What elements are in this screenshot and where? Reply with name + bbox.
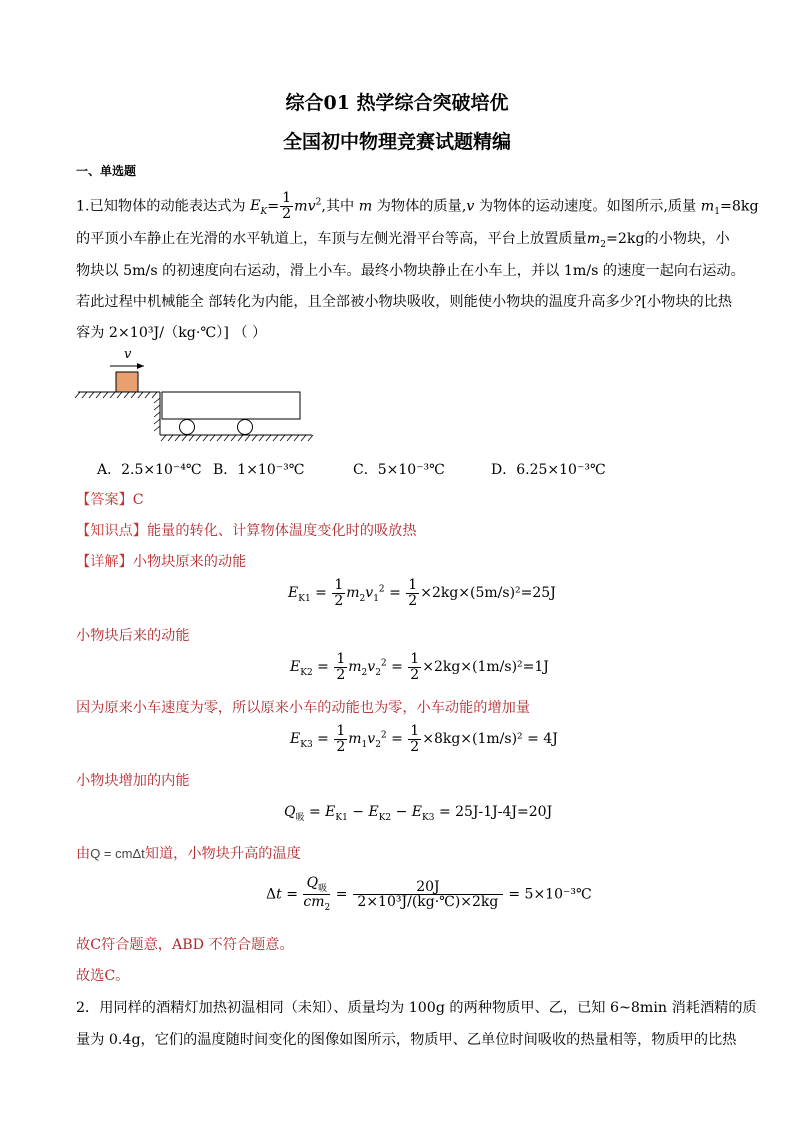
conclusion-line: 故C符合题意，ABD 不符合题意。 bbox=[76, 937, 294, 953]
q1-line4: 若此过程中机械能全 部转化为内能，且全部被小物块吸收，则能使小物块的温度升高多少?[小物块的比热 bbox=[76, 294, 733, 310]
option-b[interactable]: B．1×10⁻³℃ bbox=[213, 462, 305, 478]
formula-line: 由Q = cmΔt知道，小物块升高的温度 bbox=[76, 846, 301, 862]
option-a[interactable]: A．2.5×10⁻⁴℃ bbox=[97, 462, 202, 478]
equation-5: Δt = $\frac{Q_吸}{cm_2}$ = $\frac{20J}{\text{2×10³J/(kg·℃)×2kg}}$ = 5×10⁻³℃ bbox=[266, 875, 592, 914]
page-title: 综合01 热学综合突破培优 bbox=[285, 92, 509, 114]
small-block bbox=[116, 372, 138, 392]
choose-line: 故选C。 bbox=[76, 968, 130, 984]
cart-wheel-left bbox=[180, 420, 195, 435]
cart-platform-diagram bbox=[74, 344, 319, 444]
car-ke-label: 因为原来小车速度为零，所以原来小车的动能也为零，小车动能的增加量 bbox=[76, 700, 531, 716]
knowledge-line: 【知识点】能量的转化、计算物体温度变化时的吸放热 bbox=[76, 523, 417, 539]
option-c[interactable]: C．5×10⁻³℃ bbox=[353, 462, 445, 478]
q2-line2: 量为 0.4g，它们的温度随时间变化的图像如图所示，物质甲、乙单位时间吸收的热量相等，物质甲的比热 bbox=[76, 1032, 737, 1048]
option-d[interactable]: D．6.25×10⁻³℃ bbox=[491, 462, 606, 478]
q1-line2: 的平顶小车静止在光滑的水平轨道上，车顶与左侧光滑平台等高，平台上放置质量$m_2=2kg$的小物块，小 bbox=[76, 231, 730, 250]
detail-line: 【详解】小物块原来的动能 bbox=[76, 554, 247, 570]
cart-wheel-right bbox=[238, 420, 253, 435]
q1-line5: 容为 2×10³J/（kg·℃）] （ ） bbox=[76, 325, 267, 341]
page-subtitle: 全国初中物理竞赛试题精编 bbox=[282, 131, 511, 153]
after-ke-label: 小物块后来的动能 bbox=[76, 628, 190, 644]
equation-2: $E_{K2}$ = $\frac{1}{2}$ $m_2v_2^2$ = $\frac{1}{2}$ ×2kg×(1m/s)²=1J bbox=[290, 651, 549, 683]
equation-4: $Q_吸 = E_{K1} - E_{K2} - E_{K3} = 25J-1J-4J=20J$ bbox=[284, 804, 553, 823]
q2-line1: 2．用同样的酒精灯加热初温相同（未知）、质量均为 100g 的两种物质甲、乙，已知 6~8min 消耗酒精的质 bbox=[76, 1000, 757, 1016]
equation-1: $E_{K1}$ = $\frac{1}{2}$ $m_2v_1^2$ = $\frac{1}{2}$ ×2kg×(5m/s)²=25J bbox=[288, 577, 556, 609]
equation-3: $E_{K3}$ = $\frac{1}{2}$ $m_1v_2^2$ = $\frac{1}{2}$ ×8kg×(1m/s)² = 4J bbox=[290, 723, 558, 755]
q1-line1: 1.已知物体的动能表达式为 $E_K=$ $\frac{1}{2}$ $mv^2$,其中 m 为物体的质量,v 为物体的运动速度。如图所示,质量 $m_1=8kg$ bbox=[76, 190, 759, 222]
velocity-label: v bbox=[124, 347, 132, 362]
answer-line: 【答案】C bbox=[76, 492, 144, 508]
cart bbox=[162, 392, 300, 419]
q1-line3: 物块以 5m/s 的初速度向右运动，滑上小车。最终小物块静止在小车上，并以 1m/s 的速度一起向右运动。 bbox=[76, 263, 745, 279]
internal-energy-label: 小物块增加的内能 bbox=[76, 773, 190, 789]
section-heading: 一、单选题 bbox=[76, 164, 137, 178]
